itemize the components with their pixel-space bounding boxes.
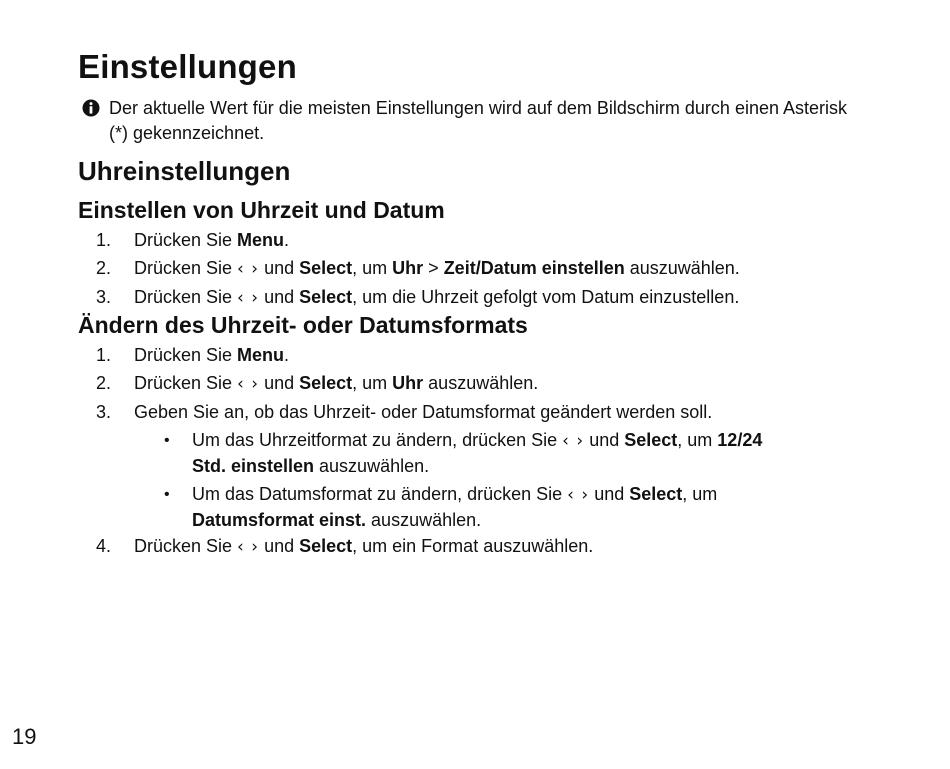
list-item: 2. Drücken Sie ‹ › und Select, um Uhr auszuwählen. [96, 373, 539, 394]
bullet-item: • Um das Datumsformat zu ändern, drücken Sie ‹ › und Select, um Datumsformat einst. auszuwählen. [164, 484, 718, 530]
info-note-text: Der aktuelle Wert für die meisten Einstellungen wird auf dem Bildschirm durch einen Asterisk (*) gekennzeichnet. [109, 98, 847, 143]
list-item: 2. Drücken Sie ‹ › und Select, um Uhr > Zeit/Datum einstellen auszuwählen. [96, 258, 740, 279]
bullet-item: • Um das Uhrzeitformat zu ändern, drücken Sie ‹ › und Select, um 12/24 Std. einstellen auszuwählen. [164, 430, 763, 476]
list-item: 4. Drücken Sie ‹ › und Select, um ein Format auszuwählen. [96, 536, 594, 557]
page-number: 19 [12, 724, 37, 749]
steps-list-format-continued [78, 532, 593, 561]
subsection-title-format: Ändern des Uhrzeit- oder Datumsformats [78, 312, 528, 338]
chevron-left-right-icon: ‹ › [237, 288, 260, 308]
chevron-left-right-icon: ‹ › [237, 259, 260, 279]
info-note [82, 96, 862, 146]
list-item: 3. Drücken Sie ‹ › und Select, um die Uhrzeit gefolgt vom Datum einzustellen. [96, 287, 740, 308]
chevron-left-right-icon: ‹ › [567, 485, 590, 505]
list-item: 1. Drücken Sie Menu. [96, 345, 290, 365]
bullet-icon: • [164, 432, 170, 449]
steps-list-format [78, 341, 792, 536]
steps-list-time-date [78, 226, 740, 312]
bullet-icon: • [164, 486, 170, 503]
subsection-title-time-date: Einstellen von Uhrzeit und Datum [78, 197, 445, 223]
bullet-list [134, 428, 792, 533]
list-item: 1. Drücken Sie Menu. [96, 230, 290, 250]
section-title: Uhreinstellungen [78, 156, 291, 186]
chevron-left-right-icon: ‹ › [237, 537, 260, 557]
chevron-left-right-icon: ‹ › [237, 374, 260, 394]
list-item: 3. Geben Sie an, ob das Uhrzeit- oder Datumsformat geändert werden soll. • Um das Uhrzeitformat zu ändern, drücken Sie ‹ › und Select, um 12/24 Std. einstellen auszuwählen. • Um das Datumsformat zu ändern, drücken Sie ‹ › und Select, um Datumsformat einst. auszuwählen. [78, 398, 792, 533]
page-title: Einstellungen [78, 48, 297, 85]
chevron-left-right-icon: ‹ › [562, 431, 585, 451]
info-icon [82, 99, 100, 117]
